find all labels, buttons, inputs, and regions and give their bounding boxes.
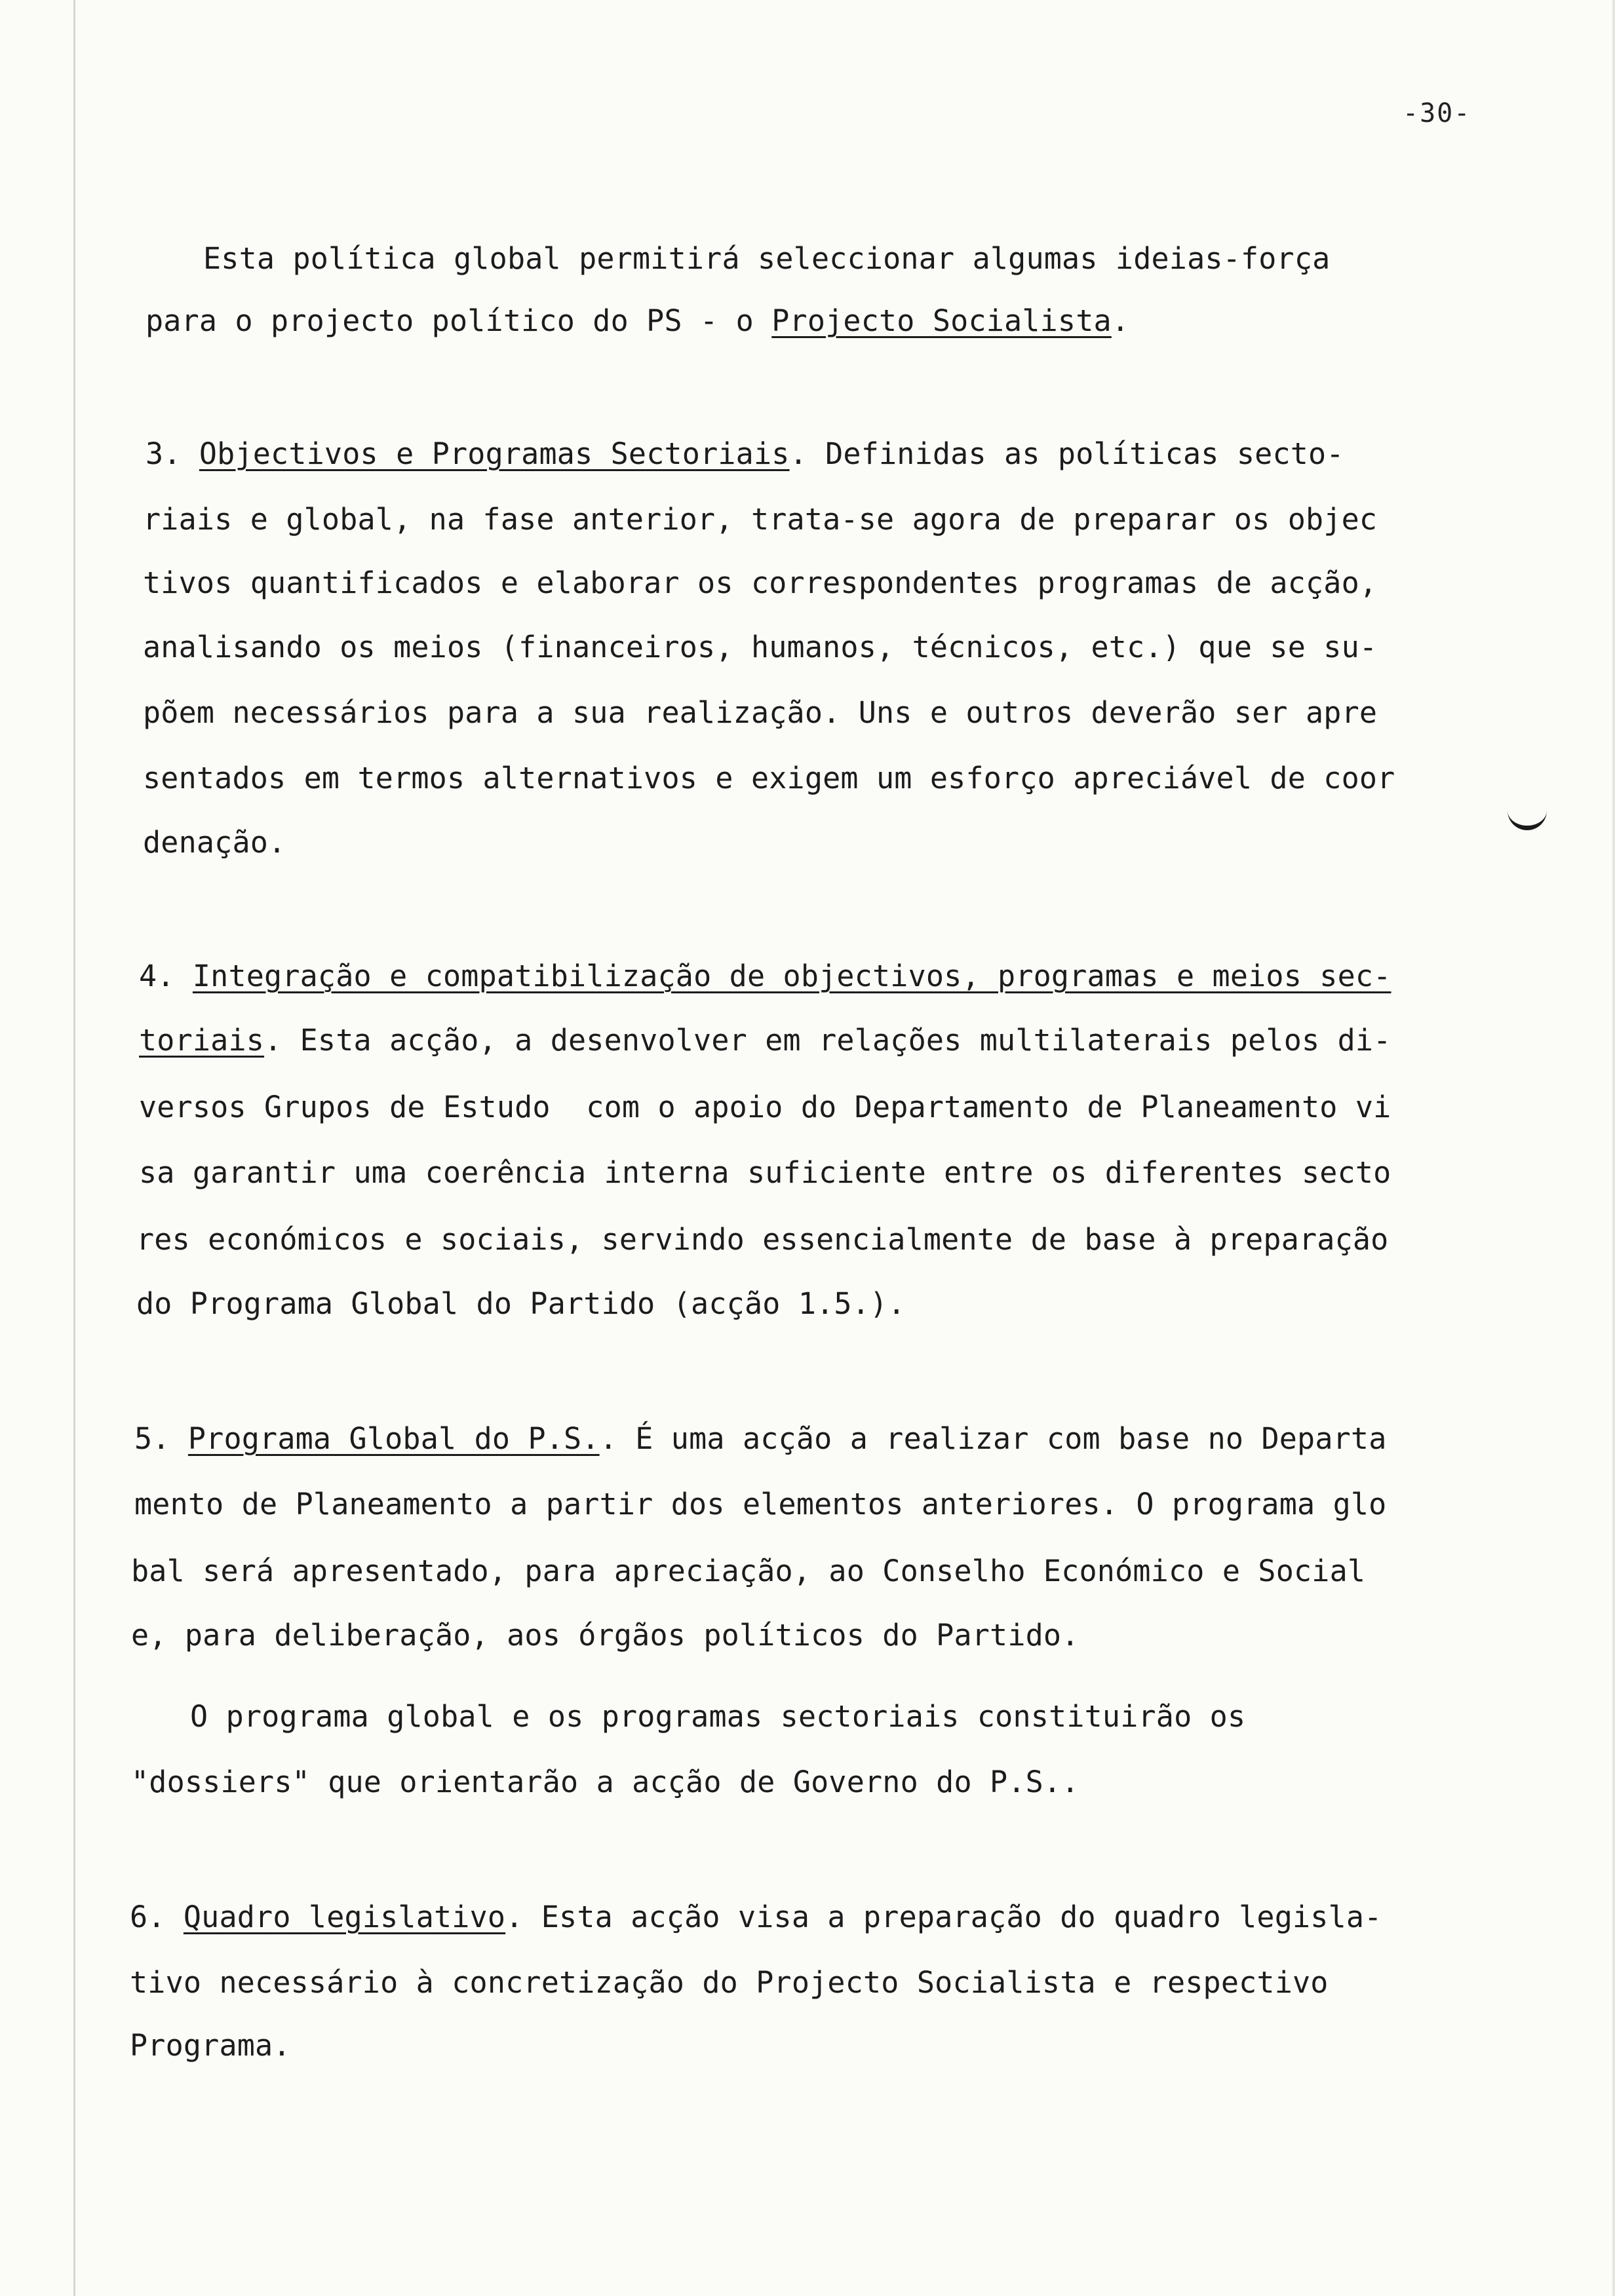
section-4-number: 4. xyxy=(139,959,193,993)
section-4-title-line-2: toriais xyxy=(139,1023,265,1058)
section-4-title-line-1: Integração e compatibilização de objectivos, programas e meios sec- xyxy=(192,959,1391,993)
projecto-socialista-label: Projecto Socialista xyxy=(771,303,1112,338)
intro-line-2-end: . xyxy=(1111,303,1130,338)
section-3-title: Objectivos e Programas Sectoriais xyxy=(199,436,790,471)
section-6-line-3: Programa. xyxy=(130,2028,291,2063)
margin-correction-mark xyxy=(1508,799,1547,830)
section-3-line-5: põem necessários para a sua realização. Uns e outros deverão ser apre xyxy=(143,695,1378,730)
page-number: -30- xyxy=(1403,98,1471,128)
section-3-line-4: analisando os meios (financeiros, humanos, técnicos, etc.) que se su- xyxy=(143,630,1378,664)
section-3-heading-line xyxy=(146,434,1344,474)
section-3-line-2: riais e global, na fase anterior, trata-se agora de preparar os objec xyxy=(143,502,1378,537)
section-3-line-7: denação. xyxy=(143,825,286,860)
section-4-line-5: res económicos e sociais, servindo essencialmente de base à preparação xyxy=(136,1222,1389,1257)
section-3-line-3: tivos quantificados e elaborar os correspondentes programas de acção, xyxy=(143,565,1378,600)
section-3-line-1-rest: . Definidas as políticas secto- xyxy=(789,436,1344,471)
section-5-para-2-line-2: "dossiers" que orientarão a acção de Governo do P.S.. xyxy=(131,1765,1080,1799)
section-6-line-2: tivo necessário à concretização do Projecto Socialista e respectivo xyxy=(130,1965,1329,2000)
section-5-line-3: bal será apresentado, para apreciação, ao Conselho Económico e Social xyxy=(131,1554,1366,1588)
intro-line-2 xyxy=(146,301,1129,341)
intro-line-1: Esta política global permitirá seleccionar algumas ideias-força xyxy=(203,241,1331,276)
section-5-heading-line xyxy=(134,1419,1387,1459)
section-4-line-2-rest: . Esta acção, a desenvolver em relações multilaterais pelos di- xyxy=(264,1023,1391,1058)
page-right-edge xyxy=(1612,0,1615,2296)
page-left-edge xyxy=(73,0,75,2296)
section-5-title: Programa Global do P.S. xyxy=(187,1421,600,1456)
intro-line-2-text: para o projecto político do PS - o xyxy=(146,303,772,338)
section-4-line-4: sa garantir uma coerência interna suficiente entre os diferentes secto xyxy=(139,1155,1391,1190)
section-6-heading-line xyxy=(130,1898,1382,1937)
section-4-line-6: do Programa Global do Partido (acção 1.5.). xyxy=(136,1286,906,1321)
section-5-para-2-line-1: O programa global e os programas sectoriais constituirão os xyxy=(190,1699,1246,1734)
section-4-heading-line xyxy=(139,957,1391,996)
section-5-line-4: e, para deliberação, aos órgãos políticos do Partido. xyxy=(131,1618,1080,1653)
section-6-number: 6. xyxy=(130,1900,184,1934)
section-6-title: Quadro legislativo xyxy=(183,1900,506,1934)
section-6-line-1-rest: . Esta acção visa a preparação do quadro legisla- xyxy=(505,1900,1382,1934)
section-5-line-1-rest: . É uma acção a realizar com base no Departa xyxy=(599,1421,1387,1456)
section-3-number: 3. xyxy=(146,436,199,471)
section-4-line-2 xyxy=(139,1021,1391,1060)
section-5-line-2: mento de Planeamento a partir dos elementos anteriores. O programa glo xyxy=(134,1487,1387,1521)
section-3-line-6: sentados em termos alternativos e exigem um esforço apreciável de coor xyxy=(143,761,1395,795)
section-5-number: 5. xyxy=(134,1421,188,1456)
section-4-line-3: versos Grupos de Estudo com o apoio do Departamento de Planeamento vi xyxy=(139,1090,1391,1124)
